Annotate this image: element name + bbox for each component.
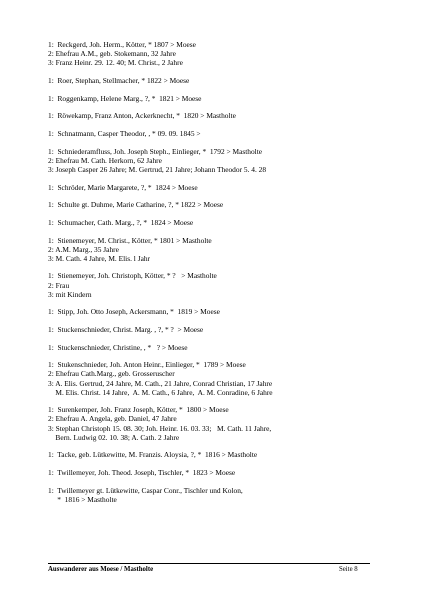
entry-detail-line: 2: Frau <box>48 280 70 290</box>
emigrant-entry <box>48 325 398 334</box>
entry-head-line: 1: Schulte gt. Duhme, Marie Catharine, ?, * 1822 > Moese <box>48 200 224 210</box>
emigrant-entry <box>48 405 398 441</box>
entry-head-line: 1: Roggenkamp, Helene Marg., ?, * 1821 > Moese <box>48 93 202 103</box>
entry-head-line: 1: Stipp, Joh. Otto Joseph, Ackersmann, * 1819 > Moese <box>48 307 220 317</box>
emigrant-entry <box>48 343 398 352</box>
entry-detail-line: 3: A. Elis. Gertrud, 24 Jahre, M. Cath., 21 Jahre, Conrad Christian, 17 Jahre <box>48 378 273 388</box>
entry-detail-line: Bern. Ludwig 02. 10. 38; A. Cath. 2 Jahre <box>48 432 180 442</box>
entry-head-line: 1: Reckgerd, Joh. Herm., Kötter, * 1807 > Moese <box>48 40 196 49</box>
emigrant-entry <box>48 360 398 396</box>
entry-detail-line: 3: Franz Heinr. 29. 12. 40; M. Christ., 2 Jahre <box>48 58 183 68</box>
emigrant-entry <box>48 468 398 477</box>
entry-detail-line: M. Elis. Christ. 14 Jahre, A. M. Cath., 6 Jahre, A. M. Conradine, 6 Jahre <box>48 387 273 397</box>
footer-divider <box>48 563 370 564</box>
emigrant-entry <box>48 218 398 227</box>
entry-head-line: 1: Roer, Stephan, Stellmacher, * 1822 > Moese <box>48 75 190 85</box>
emigrant-entry <box>48 183 398 192</box>
entry-head-line: 1: Stukenschnieder, Joh. Anton Heinr., Einlieger, * 1789 > Moese <box>48 360 246 370</box>
entry-detail-line: 3: M. Cath. 4 Jahre, M. Elis. l Jahr <box>48 253 151 263</box>
entry-detail-line: 2: Ehefrau A. Angela, geb. Daniel, 47 Jahre <box>48 414 177 424</box>
entry-head-line: 1: Schnatmann, Casper Theodor, , * 09. 09. 1845 > <box>48 128 201 138</box>
emigrant-entry <box>48 271 398 298</box>
entry-head-line: 1: Schniederamfluss, Joh. Joseph Steph., Einlieger, * 1792 > Mastholte <box>48 146 263 156</box>
entry-detail-line: 3: Joseph Casper 26 Jahre; M. Gertrud, 21 Jahre; Johann Theodor 5. 4. 28 <box>48 164 267 174</box>
entry-detail-line: 3: Stephan Christoph 15. 08. 30; Joh. Heinr. 16. 03. 33; M. Cath. 11 Jahre, <box>48 423 272 433</box>
emigrant-entry <box>48 200 398 209</box>
entry-head-line: 1: Tacke, geb. Lütkewitte, M. Franzis. Aloysia, ?, * 1816 > Mastholte <box>48 450 258 460</box>
emigrant-entry <box>48 486 398 504</box>
entry-list <box>48 40 398 512</box>
entry-head-line: 1: Twillemeyer, Joh. Theod. Joseph, Tischler, * 1823 > Moese <box>48 468 236 477</box>
entry-detail-line: 2: Ehefrau Cath.Marg., geb. Grosseruscher <box>48 369 175 379</box>
emigrant-entry <box>48 129 398 138</box>
entry-head-line: 1: Röwekamp, Franz Anton, Ackerknecht, * 1820 > Mastholte <box>48 111 236 121</box>
emigrant-entry <box>48 111 398 120</box>
entry-head-line: 1: Stienemeyer, M. Christ., Kötter, * 1801 > Mastholte <box>48 235 212 245</box>
page-number: Seite 8 <box>339 566 358 573</box>
entry-head-line: 1: Twillemeyer gt. Lütkewitte, Caspar Conr., Tischler und Kolon, <box>48 485 243 495</box>
emigrant-entry <box>48 236 398 263</box>
emigrant-entry <box>48 40 398 67</box>
emigrant-entry <box>48 450 398 459</box>
entry-head-line: 1: Stuckenschnieder, Christ. Marg. , ?, * ? > Moese <box>48 325 204 334</box>
entry-detail-line: 2: Ehefrau M. Cath. Herkorn, 62 Jahre <box>48 155 162 165</box>
entry-detail-line: * 1816 > Mastholte <box>48 494 117 504</box>
emigrant-entry <box>48 147 398 174</box>
entry-head-line: 1: Surenkemper, Joh. Franz Joseph, Kötter, * 1800 > Moese <box>48 405 229 415</box>
entry-detail-line: 2: A.M. Marg., 35 Jahre <box>48 244 119 254</box>
entry-head-line: 1: Schröder, Marie Margarete, ?, * 1824 > Moese <box>48 182 198 192</box>
emigrant-entry <box>48 94 398 103</box>
entry-detail-line: 2: Ehefrau A.M., geb. Stokemann, 32 Jahre <box>48 49 176 59</box>
footer-title: Auswanderer aus Moese / Mastholte <box>48 566 154 573</box>
entry-head-line: 1: Stuckenschnieder, Christine, , * ? > Moese <box>48 342 188 352</box>
entry-head-line: 1: Stienemeyer, Joh. Christoph, Kötter, * ? > Mastholte <box>48 271 217 281</box>
entry-head-line: 1: Schumacher, Cath. Marg., ?, * 1824 > Moese <box>48 217 194 227</box>
entry-detail-line: 3: mit Kindern <box>48 289 92 299</box>
emigrant-entry <box>48 307 398 316</box>
emigrant-entry <box>48 76 398 85</box>
